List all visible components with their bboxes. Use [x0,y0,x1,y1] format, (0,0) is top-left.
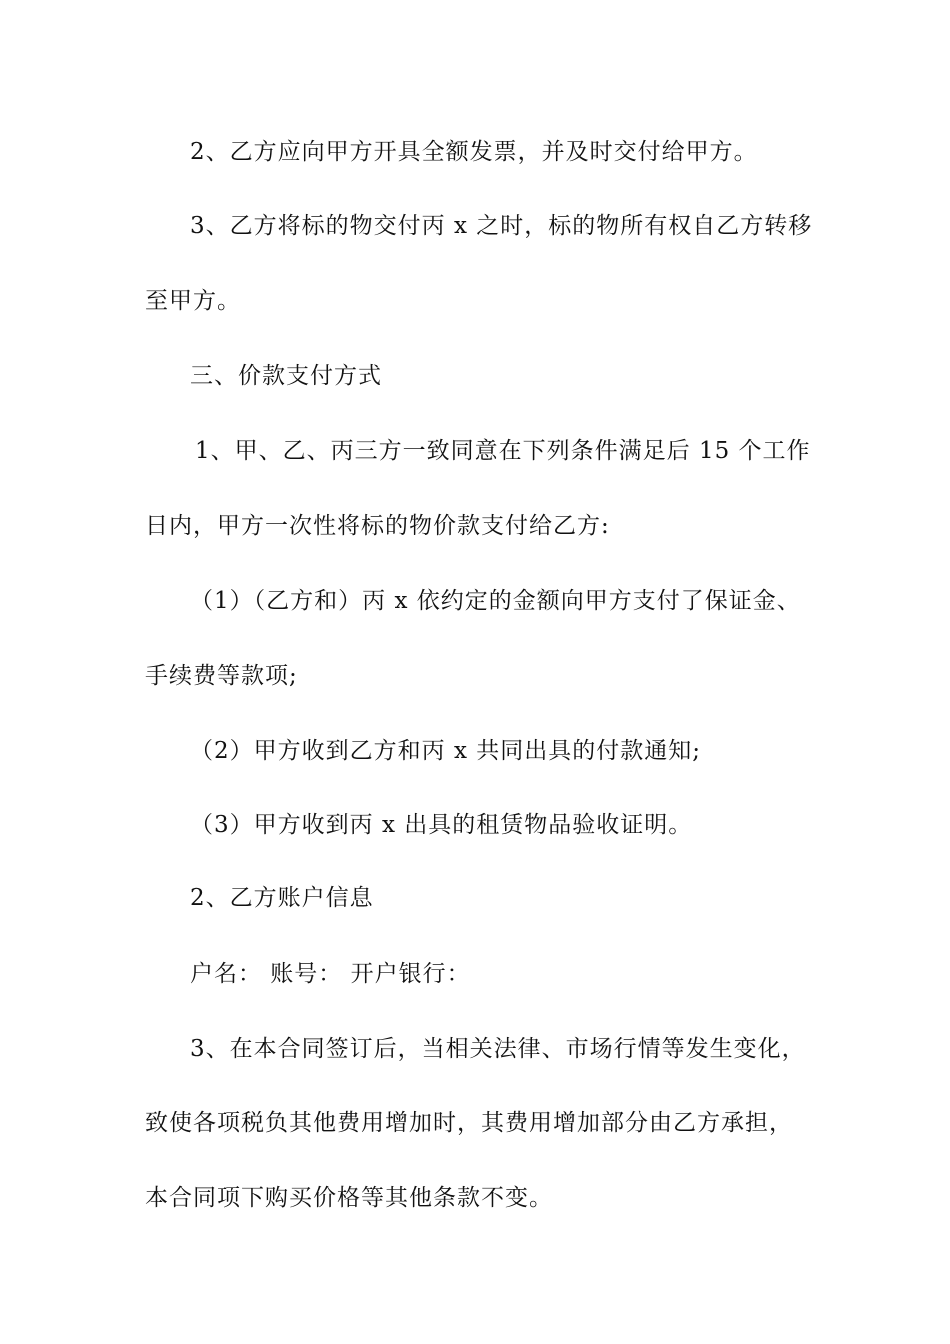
paragraph-line: 3、在本合同签订后，当相关法律、市场行情等发生变化， [190,1036,806,1062]
paragraph-line: 2、乙方应向甲方开具全额发票，并及时交付给甲方。 [190,139,758,165]
paragraph-line: 致使各项税负其他费用增加时，其费用增加部分由乙方承担， [145,1110,793,1136]
section-heading: 三、价款支付方式 [190,363,382,389]
paragraph-line: 3、乙方将标的物交付丙 x 之时，标的物所有权自乙方转移 [190,213,813,239]
paragraph-line: （1）（乙方和）丙 x 依约定的金额向甲方支付了保证金、 [190,588,801,614]
paragraph-line: 至甲方。 [145,288,241,314]
paragraph-line: 日内，甲方一次性将标的物价款支付给乙方: [145,513,610,539]
paragraph-line: （3）甲方收到丙 x 出具的租赁物品验收证明。 [190,812,693,838]
paragraph-line: 手续费等款项; [145,663,298,689]
paragraph-line: 2、乙方账户信息 [190,885,374,911]
paragraph-line: 户名： 账号： 开户银行： [190,961,471,987]
paragraph-line: （2）甲方收到乙方和丙 x 共同出具的付款通知; [190,738,701,764]
paragraph-line: 本合同项下购买价格等其他条款不变。 [145,1185,553,1211]
paragraph-line: 1、甲、乙、丙三方一致同意在下列条件满足后 15 个工作 [195,438,811,464]
